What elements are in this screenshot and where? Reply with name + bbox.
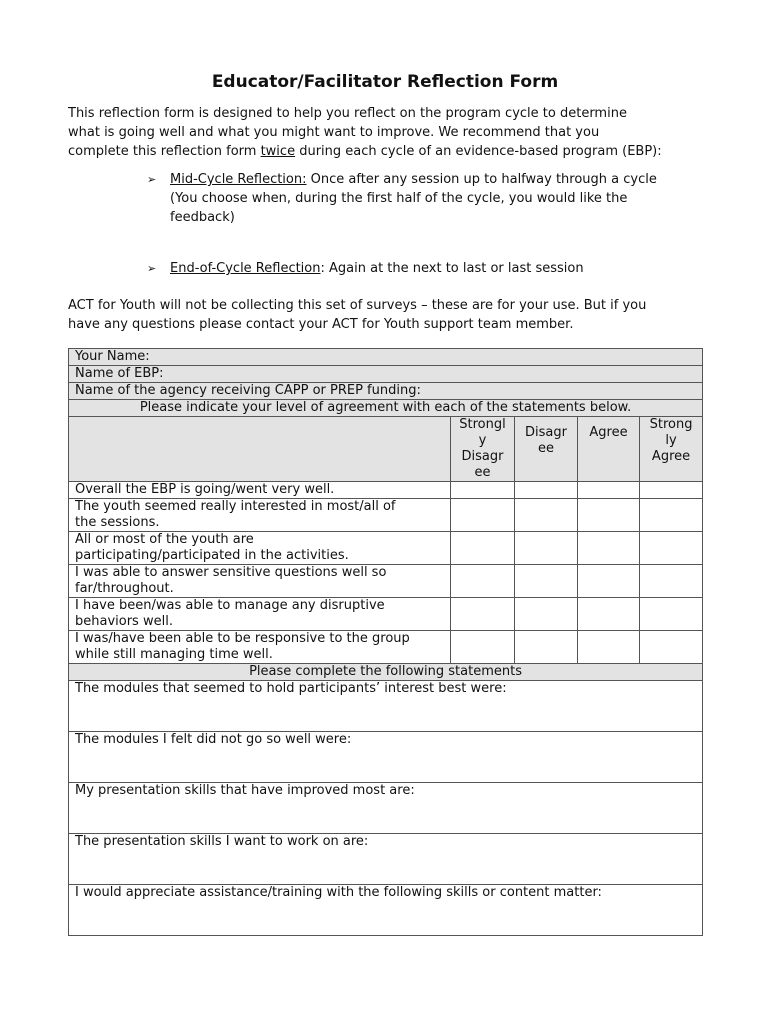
statement-line: I was/have been able to be responsive to the group: [75, 631, 410, 646]
rating-cell-strongly-disagree[interactable]: [451, 631, 515, 664]
rating-cell-disagree[interactable]: [515, 499, 578, 532]
statement-line: far/throughout.: [75, 581, 174, 596]
header-line: ly: [665, 433, 677, 448]
scale-header-row: [69, 417, 703, 482]
mid-cycle-desc-2: (You choose when, during the first half of the cycle, you would like the: [170, 191, 628, 206]
rating-cell-agree[interactable]: [578, 598, 640, 631]
rating-cell-strongly-agree[interactable]: [640, 565, 703, 598]
statement-row: [69, 631, 703, 664]
header-line: Agree: [589, 425, 628, 440]
your-name-row: [69, 349, 703, 366]
intro-line-3-start: complete this reflection form: [68, 144, 261, 159]
rating-cell-strongly-agree[interactable]: [640, 499, 703, 532]
twice-emphasis: twice: [260, 144, 296, 159]
reflection-table: [68, 348, 703, 936]
statement-line: I have been/was able to manage any disruptive: [75, 598, 385, 613]
complete-header-row: [69, 664, 703, 681]
header-line: Strong: [649, 417, 693, 432]
agency-name-field[interactable]: Name of the agency receiving CAPP or PREP funding:: [69, 383, 703, 400]
rating-cell-disagree[interactable]: [515, 482, 578, 499]
statement-line: while still managing time well.: [75, 647, 273, 662]
header-line: y: [478, 433, 487, 448]
form-title: Educator/Facilitator Reflection Form: [211, 72, 559, 92]
bullet-end-of-cycle-text: [170, 259, 690, 278]
open-response-field[interactable]: My presentation skills that have improved most are:: [69, 783, 703, 834]
rating-cell-agree[interactable]: [578, 532, 640, 565]
open-response-field[interactable]: The modules that seemed to hold participants’ interest best were:: [69, 681, 703, 732]
mid-cycle-label: Mid-Cycle Reflection:: [170, 172, 307, 187]
rating-cell-disagree[interactable]: [515, 631, 578, 664]
intro-line-2: what is going well and what you might want to improve. We recommend that you: [68, 125, 600, 140]
agreement-header-row: [69, 400, 703, 417]
rating-cell-strongly-disagree[interactable]: [451, 499, 515, 532]
mid-cycle-desc-1: Once after any session up to halfway through a cycle: [306, 172, 657, 187]
rating-cell-strongly-agree[interactable]: [640, 532, 703, 565]
statement-row: [69, 598, 703, 631]
agree-header: [578, 417, 640, 482]
note-line-1: ACT for Youth will not be collecting this set of surveys – these are for your use. But if you: [68, 298, 647, 313]
bullet-mid-cycle-text: [170, 170, 690, 227]
agency-row: [69, 383, 703, 400]
complete-statements-instructions: Please complete the following statements: [69, 664, 703, 681]
statement-line: Overall the EBP is going/went very well.: [75, 482, 335, 497]
end-of-cycle-desc: : Again at the next to last or last session: [320, 261, 584, 276]
strongly-agree-header: [640, 417, 703, 482]
statement-text: [69, 532, 451, 565]
statement-text: [69, 631, 451, 664]
header-line: Strongl: [459, 417, 506, 432]
header-line: Agree: [651, 449, 691, 464]
rating-cell-agree[interactable]: [578, 631, 640, 664]
rating-cell-disagree[interactable]: [515, 532, 578, 565]
intro-paragraph: [68, 104, 708, 161]
your-name-field[interactable]: Your Name:: [69, 349, 703, 366]
rating-cell-agree[interactable]: [578, 565, 640, 598]
open-response-field[interactable]: The presentation skills I want to work on are:: [69, 834, 703, 885]
rating-cell-agree[interactable]: [578, 482, 640, 499]
statement-line: the sessions.: [75, 515, 160, 530]
open-response-row: [69, 732, 703, 783]
header-line: Disagr: [525, 425, 567, 440]
statement-line: participating/participated in the activities.: [75, 548, 349, 563]
open-response-row: [69, 885, 703, 936]
scale-header-blank: [69, 417, 451, 482]
arrow-bullet-icon: ➢: [147, 262, 157, 275]
open-response-row: [69, 834, 703, 885]
strongly-disagree-header: [451, 417, 515, 482]
intro-line-1: This reflection form is designed to help you reflect on the program cycle to determine: [68, 106, 627, 121]
note-paragraph: [68, 296, 708, 334]
statement-line: The youth seemed really interested in most/all of: [75, 499, 396, 514]
header-line: Disagr: [461, 449, 504, 464]
rating-cell-strongly-disagree[interactable]: [451, 482, 515, 499]
ebp-name-row: [69, 366, 703, 383]
statement-row: [69, 565, 703, 598]
statement-text: [69, 482, 451, 499]
rating-cell-disagree[interactable]: [515, 598, 578, 631]
statement-line: behaviors well.: [75, 614, 173, 629]
open-response-row: [69, 681, 703, 732]
statement-row: [69, 482, 703, 499]
statement-line: All or most of the youth are: [75, 532, 254, 547]
header-line: ee: [538, 441, 554, 456]
open-response-field[interactable]: The modules I felt did not go so well were:: [69, 732, 703, 783]
intro-line-3-end: during each cycle of an evidence-based program (EBP):: [295, 144, 662, 159]
statement-text: [69, 565, 451, 598]
ebp-name-field[interactable]: Name of EBP:: [69, 366, 703, 383]
bullet-mid-cycle-line-1: [170, 170, 690, 189]
disagree-header: [515, 417, 578, 482]
open-response-row: [69, 783, 703, 834]
intro-line-3: [68, 142, 708, 161]
rating-cell-strongly-disagree[interactable]: [451, 565, 515, 598]
statement-line: I was able to answer sensitive questions well so: [75, 565, 387, 580]
rating-cell-strongly-agree[interactable]: [640, 482, 703, 499]
rating-cell-agree[interactable]: [578, 499, 640, 532]
statement-text: [69, 499, 451, 532]
rating-cell-disagree[interactable]: [515, 565, 578, 598]
rating-cell-strongly-agree[interactable]: [640, 598, 703, 631]
statement-text: [69, 598, 451, 631]
agreement-instructions: Please indicate your level of agreement with each of the statements below.: [69, 400, 703, 417]
note-line-2: have any questions please contact your ACT for Youth support team member.: [68, 317, 574, 332]
statement-row: [69, 499, 703, 532]
end-of-cycle-label: End-of-Cycle Reflection: [170, 261, 321, 276]
statement-row: [69, 532, 703, 565]
mid-cycle-desc-3: feedback): [170, 210, 235, 225]
rating-cell-strongly-disagree[interactable]: [451, 598, 515, 631]
rating-cell-strongly-agree[interactable]: [640, 631, 703, 664]
arrow-bullet-icon: ➢: [147, 173, 157, 186]
header-line: ee: [474, 465, 491, 480]
open-response-field[interactable]: I would appreciate assistance/training with the following skills or content matter:: [69, 885, 703, 936]
rating-cell-strongly-disagree[interactable]: [451, 532, 515, 565]
